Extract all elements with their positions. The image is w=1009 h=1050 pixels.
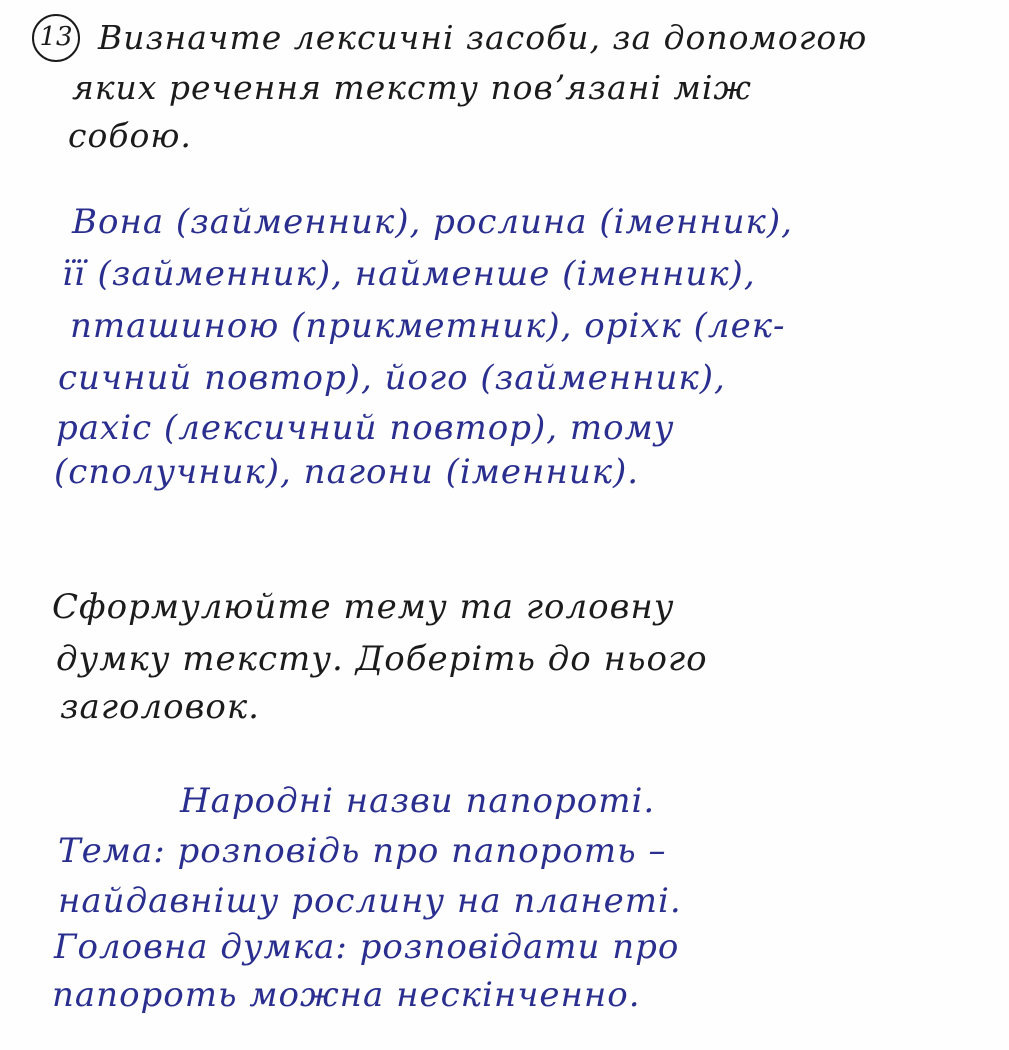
answer1-line-4: сичний повтор), його (займенник), [58,358,726,398]
answer2-line-2: найдавнішу рослину на планеті. [58,881,682,921]
question-line-2: яких речення тексту повʼязані між [72,68,752,107]
answer1-line-6: (сполучник), пагони (іменник). [54,452,640,492]
question-line-1: Визначте лексичні засоби, за допомогою [98,18,868,57]
answer1-line-3: пташиною (прикметник), оріхк (лек- [70,306,786,346]
task2-line-2: думку тексту. Доберіть до нього [56,639,708,679]
answer1-line-5: рахіс (лексичний повтор), тому [56,408,675,448]
answer2-line-4: папороть можна нескінченно. [52,975,641,1015]
answer2-line-3: Головна думка: розповідати про [54,927,680,967]
answer1-line-2: її (займенник), найменше (іменник), [62,254,756,294]
task2-line-3: заголовок. [60,687,260,727]
task-number-badge: 13 [32,14,80,62]
answer1-line-1: Вона (займенник), рослина (іменник), [72,202,793,242]
answer2-line-1: Тема: розповідь про папороть – [58,831,667,871]
question-line-3: собою. [68,116,192,155]
answer2-title: Народні назви папороті. [180,781,656,821]
task2-line-1: Сформулюйте тему та головну [52,587,675,627]
